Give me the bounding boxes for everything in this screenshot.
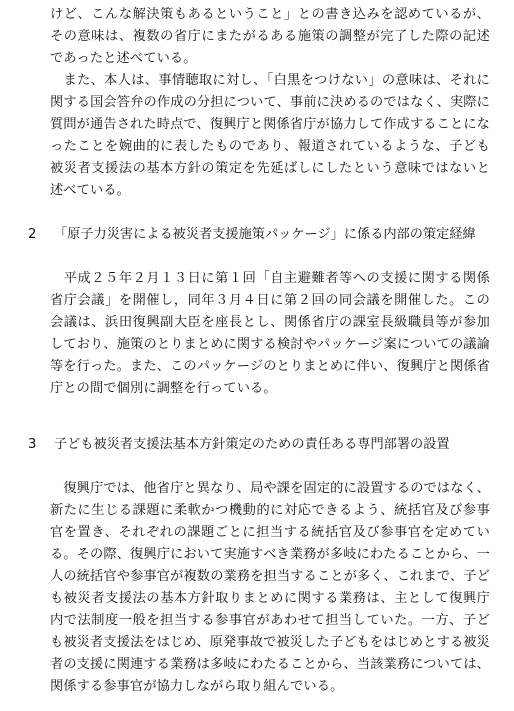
section-3-title: 子ども被災者支援法基本方針策定のための責任ある専門部署の設置	[54, 437, 450, 452]
section-3-body: 復興庁では、他省庁と異なり、局や課を固定的に設置するのではなく、新たに生じる課題に柔軟かつ機動的に対応できるよう、統括官及び参事官を置き、それぞれの課題ごとに担当する統括官及び参事官を定めている。その際、復興庁において実施すべき業務が多岐にわたることから、一人の統括官や参事官が複数の業務を担当することが多く、これまで、子ども被災者支援法の基本方針取りまとめに関する業務は、主として復興庁内で法制度一般を担当する参事官があわせて担当していた。一方、子ども被災者支援法をはじめ、原発事故で被災した子どもをはじめとする被災者の支援に関連する業務は多岐にわたることから、当該業務については、関係する参事官が協力しながら取り組んでいる。	[50, 481, 490, 694]
section-3-heading	[28, 434, 498, 456]
section-2-number: 2	[28, 227, 37, 242]
section-2-heading	[28, 224, 498, 246]
section-3-number: 3	[28, 437, 37, 452]
paragraph-intro-statement: また、本人は、事情聴取に対し、「白黒をつけない」の意味は、それに関する国会答弁の作成の分担について、事前に決めるのではなく、実際に質問が通告された時点で、復興庁と関係省庁が協力して作成することになったことを婉曲的に表したものであり、報道されているような、子ども被災者支援法の基本方針の策定を先延ばしにしたという意味ではないと述べている。	[50, 73, 490, 198]
section-2-body: 平成２５年２月１３日に第１回「自主避難者等への支援に関する関係省庁会議」を開催し，同年３月４日に第２回の同会議を開催した。この会議は、浜田復興副大臣を座長とし、関係省庁の課室長級職員等が参加しており、施策のとりまとめに関する検討やパッケージ案についての議論等を行った。また、このパッケージのとりまとめに伴い、復興庁と関係省庁との間で個別に調整を行っている。	[50, 271, 490, 396]
paragraph-intro-continuation: けど、こんな解決策もあるということ」との書き込みを認めているが、その意味は、複数の省庁にまたがるある施策の調整が完了した際の記述であったと述べている。	[50, 7, 490, 66]
section-2-title: 「原子力災害による被災者支援施策パッケージ」に係る内部の策定経緯	[54, 227, 476, 242]
